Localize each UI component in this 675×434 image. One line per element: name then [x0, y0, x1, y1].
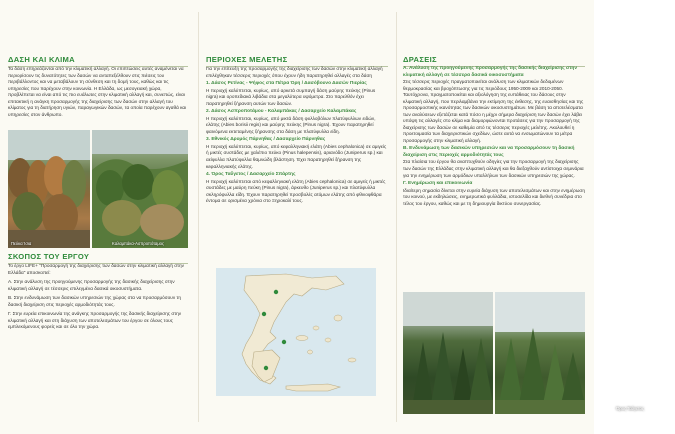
- study-area-1-text: Η περιοχή καλύπτεται, κυρίως, από αρκετά συμπαγή δάση μαύρης πεύκης (Pinus nigra) και οροπεδιακά λιβάδια στα μεγαλύτερα υψόμετρα. Στο παρελθόν έχει παρατηρηθεί ξήρανση αυτών των δασών.: [206, 87, 376, 106]
- column-forests-climate: [8, 0, 188, 434]
- forest-illustration: [92, 130, 188, 248]
- fir-forest-illustration: [403, 292, 493, 414]
- section-title-project-aim: ΣΚΟΠΟΣ ΤΟΥ ΕΡΓΟΥ: [8, 252, 188, 264]
- column-study-areas: [206, 0, 388, 434]
- column-divider: [198, 12, 199, 422]
- photo-kalampaka: [92, 130, 188, 248]
- action-c-text: Ιδιαίτερη σημασία δίνεται στην ευρεία διάχυση των αποτελεσμάτων και στην ενημέρωση του κοινού, με εκδηλώσεις, ενημερωτικά φυλλάδια, ιστοσελίδα και διεθνή συνέδρια στο τέλος του έργου, καθώς και με τη δημιουργία δικτύου συνεργασίας.: [403, 187, 585, 206]
- forest-photos-2: [403, 292, 644, 414]
- photo-caption: Καλαμπάκα-Ασπροπόταμος: [112, 241, 164, 246]
- section-title-study-areas: ΠΕΡΙΟΧΕΣ ΜΕΛΕΤΗΣ: [206, 55, 388, 67]
- action-a-title: Α. Ανάλυση της προηγούμενης προσαρμογής της δασικής διαχείρισης στην κλιματική αλλαγή σε τέσσερα δασικά οικοσυστήματα: [403, 66, 577, 78]
- study-area-2-text: Η περιοχή καλύπτεται, κυρίως, από μικτά δάση φυλλοβόλων πλατύφυλλων ειδών, ελάτης (Abies borisii regis) και μαύρης πεύκης (Pinus nigra). Έχουν παρατηρηθεί φαινόμενα εκτεταμένης ξήρανσης στα δάση με πλατύφυλλα είδη.: [206, 115, 376, 134]
- study-area-marker: [262, 312, 266, 316]
- project-aim-text: [8, 263, 188, 331]
- study-area-4-text: Η περιοχή καλύπτεται από κεφαλληνιακή ελάτη (Abies cephalonica) σε αμιγείς ή μικτές συστάδες με μαύρη πεύκη (Pinus nigra), άρκευθο (Juniperus sp.) και πλατύφυλλα σκληρόφυλλα είδη. Έχουν παρατηρηθεί προσβολές ατόμων ελάτης από φθινοφθάρα έντομα σε ορισμένα χρόνια στο Ξηροκαλί τους.: [206, 178, 386, 204]
- map-illustration: [216, 268, 376, 396]
- section-title-forests-climate: ΔΑΣΗ ΚΑΙ ΚΛΙΜΑ: [8, 55, 188, 67]
- action-a-text: Στις τέσσερις περιοχές πραγματοποιείται ανάλυση των κλιματικών δεδομένων θερμοκρασίας και βροχόπτωσης για τις περιόδους 1950-2009 και 2010-2050. Ταυτόχρονα, πραγματοποιείται και αξιολόγηση της ευπάθειας του δάσους στην κλιματική αλλαγή, που περιλαμβάνει την εκτίμηση της έκθεσης, της ευαισθησίας και της προσαρμοστικής ικανότητας των δασικών οικοσυστημάτων. Με βάση τα αποτελέσματα των αναλύσεων εξετάζεται κατά πόσο η μέχρι σήμερα διαχείριση των δασών έχει λάβει υπόψη τις αλλαγές στο κλίμα και διαμορφώνονται προτάσεις για την προσαρμογή της διαχείρισης των δασών σε καθεμία από τις τέσσερις περιοχές μελέτης. Ακολουθεί η προετοιμασία των διαχειριστικών σχεδίων, ώστε αυτά να ενσωματώνουν τα μέτρα προσαρμογής στην κλιματική αλλαγή.: [403, 79, 584, 143]
- study-area-1-title: 1. Δάσος Ρετίνας - Ψήφος στα Πέτρα Όρη / Δασόβουνο Δασών Πιερίας: [206, 81, 367, 87]
- photo-parnitha: [403, 292, 493, 414]
- study-areas-intro: Για την επίτευξη της προσαρμογής της διαχείρισης των δασών στην κλιματική αλλαγή επιλέχθηκαν τέσσερις περιοχές όπου έχουν ήδη παρατηρηθεί αλλαγές στα δάση: [206, 66, 383, 78]
- column-actions: [403, 0, 644, 434]
- aim-intro: Το έργο LIFE+ "Προσαρμογή της διαχείρισης των δασών στην κλιματική αλλαγή στην Ελλάδα" αποσκοπεί:: [8, 263, 184, 275]
- study-area-3-text: Η περιοχή καλύπτεται, κυρίως, από κεφαλληνιακή ελάτη (Abies cephalonica) σε αμιγείς ή μικτές συστάδες με χαλέπιο πεύκο (Pinus halepensis), αριανόδο (Juniperus sp.) και αείφυλλα πλατύφυλλα θαμνώδη βλάστηση. Έχει παρατηρηθεί ξήρανση της κεφαλληνιακής ελάτης.: [206, 143, 387, 169]
- action-c-title: Γ. Ενημέρωση και επικοινωνία: [403, 181, 473, 187]
- photo-pefka-isia: [8, 130, 90, 248]
- fir-forest-illustration: [495, 292, 585, 414]
- action-b-text: Στα πλαίσια του έργου θα αναπτυχθούν οδηγίες για την προσαρμογή της διαχείρισης των δασών της Ελλάδας στην κλιματική αλλαγή και θα διεξαχθούν αντίστοιχα σεμινάρια για την ενημέρωση των αρμόδιων υπαλλήλων των δασικών υπηρεσιών της χώρας.: [403, 159, 584, 178]
- photo-taygetos: [495, 292, 644, 414]
- photo-caption: Πεύκα Ίσια: [11, 241, 32, 246]
- study-area-4-title: 4. Όρος Ταΰγετος / Δασαρχείο Σπάρτης: [206, 172, 296, 178]
- aim-item-c: Γ. Στην ευρεία επικοινωνία της ανάγκης προσαρμογής της δασικής διαχείρισης στην κλιματική αλλαγή και στη διάχυση των αποτελεσμάτων του έργου σε όλους τους εμπλεκόμενους φορείς και σε όλο την χώρα.: [8, 311, 182, 330]
- study-area-marker: [264, 366, 268, 370]
- greece-study-areas-map: [216, 268, 376, 396]
- study-area-3-title: 3. Εθνικός Δρυμός Πάρνηθας / Δασαρχείο Πάρνηθας: [206, 137, 326, 143]
- forest-photos: [8, 130, 188, 248]
- photo-caption: Όρος Ταΰγετος: [616, 406, 644, 411]
- study-area-2-title: 2. Δάσος Ασπροποτάμου - Καλαμπάκας / Δασαρχείο Καλαμπάκας: [206, 109, 357, 115]
- study-areas-text: [206, 66, 388, 205]
- actions-text: [403, 66, 585, 207]
- forest-illustration: [8, 130, 90, 248]
- column-divider: [396, 12, 397, 422]
- study-area-marker: [282, 340, 286, 344]
- study-area-marker: [274, 290, 278, 294]
- section-title-actions: ΔΡΑΣΕΙΣ: [403, 55, 585, 67]
- action-b-title: Β. Ενδυνάμωση των δασικών υπηρεσιών και να προσαρμόσουν τη δασική διαχείριση στις περιοχές αρμοδιότητάς τους: [403, 146, 575, 158]
- aim-item-b: Β. Στην ενδυνάμωση των δασικών υπηρεσιών της χώρας στα να προσαρμόσουν τη δασική διαχείριση στις περιοχές αρμοδιότητάς τους.: [8, 295, 181, 307]
- aim-item-a: Α. Στην ανάλυση της προηγούμενης προσαρμογής της δασικής διαχείρισης στην κλιματική αλλαγή σε τέσσερις επιλεγμένα δασικά οικοσυστήματα.: [8, 279, 175, 291]
- forests-climate-text: Τα δάση επηρεάζονται από την κλιματική αλλαγή. Οι επιπτώσεις αυτές αναμένεται να περιορίσουν τις δυνατότητες των δασών να ανταπεξέλθουν στις πιέσεις του περιβάλλοντος και να μεταβάλουν τη σύνθεση και τη δομή τους, καθώς και τις υπηρεσίες που παρέχουν στην κοινωνία. Η Ελλάδα, ως μεσογειακή χώρα, προβλέπεται να είναι από τις πιο ευάλωτες στην κλιματική αλλαγή και, συνεπώς, είναι επιτακτική η ανάγκη προσαρμογής της διαχείρισης των δασών στην αλλαγή του κλίματος για τη διατήρηση υγιών, παραγωγικών δασών, τα οποία παρέχουν αγαθά και υπηρεσίες στον άνθρωπο.: [8, 66, 187, 117]
